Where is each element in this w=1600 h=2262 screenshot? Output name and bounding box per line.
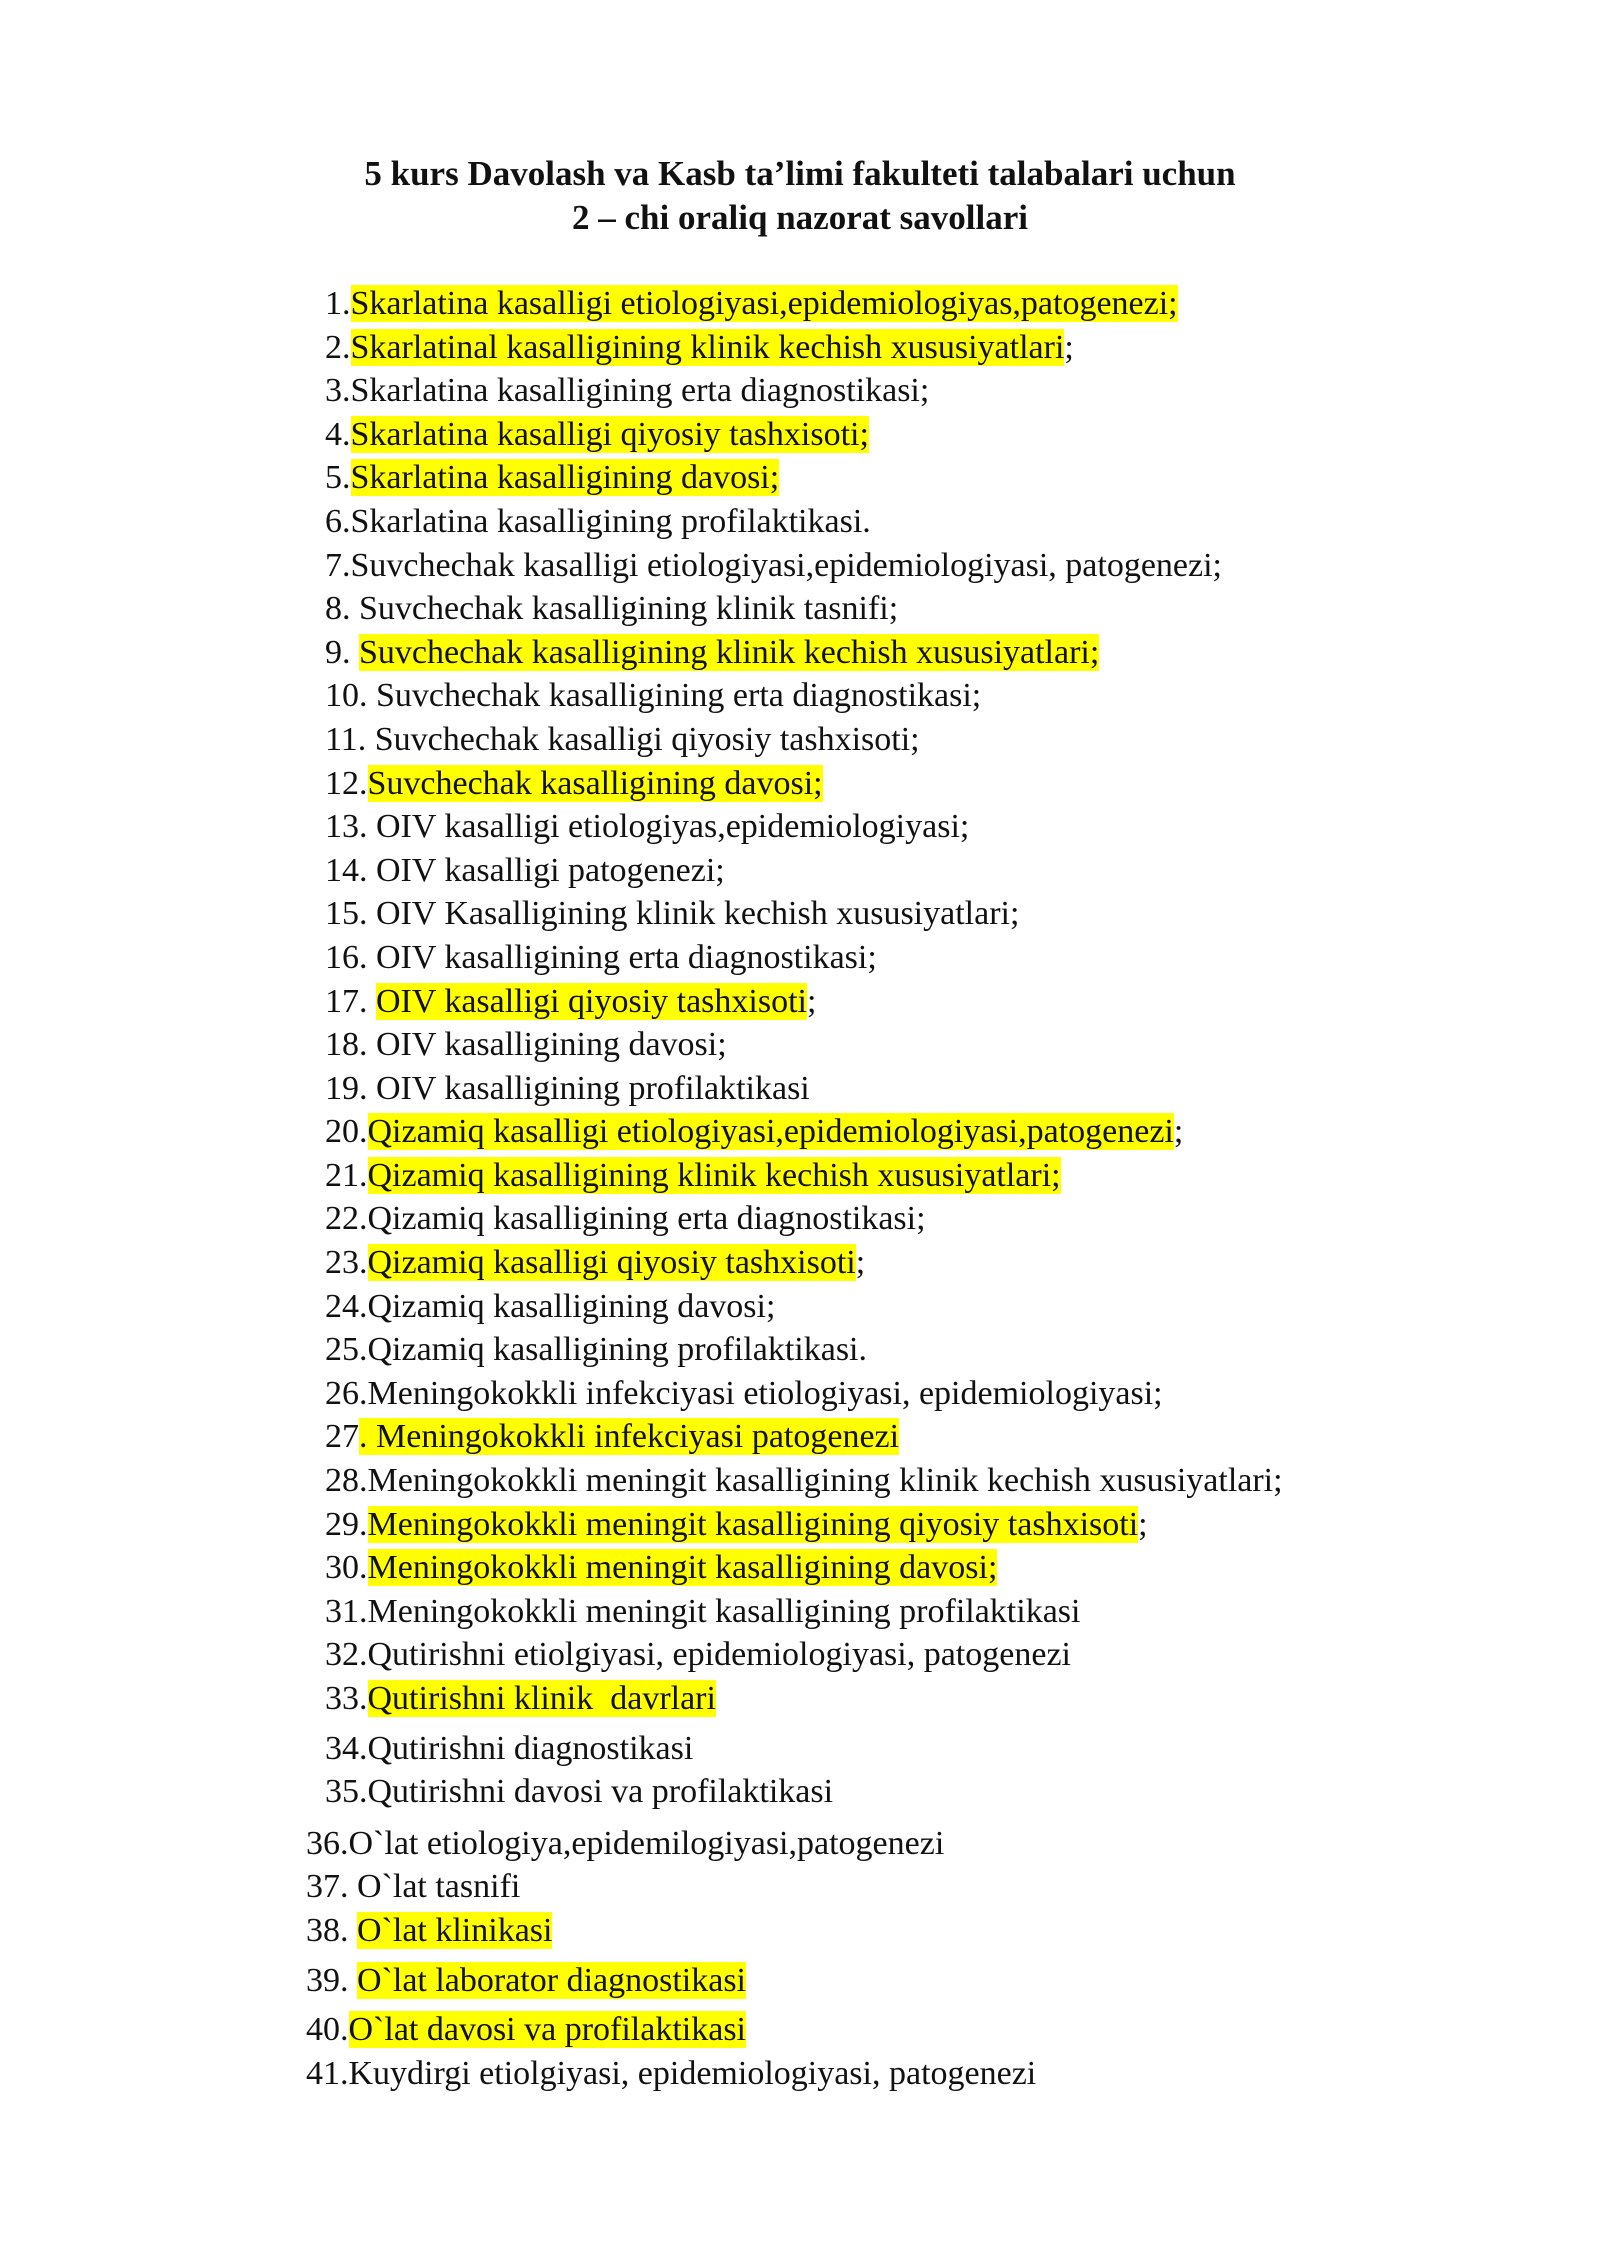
question-text: OIV kasalligining profilaktikasi: [367, 1069, 810, 1107]
question-text: OIV kasalligining erta diagnostikasi;: [367, 938, 877, 976]
question-item: [0, 1727, 1600, 1771]
question-text: OIV kasalligi patogenezi;: [367, 851, 725, 889]
question-text: Suvchechak kasalligining klinik tasnifi;: [350, 590, 899, 628]
question-number: 8.: [325, 590, 351, 628]
question-number: 13.: [325, 808, 368, 846]
question-item: [0, 544, 1600, 588]
question-text-highlighted: . Meningokokkli infekciyasi patogenezi: [359, 1418, 900, 1456]
question-number: 29.: [325, 1505, 368, 1543]
question-item: [0, 1110, 1600, 1154]
question-text: O`lat etiologiya,epidemilogiyasi,patogenezi: [348, 1824, 945, 1862]
question-number: 10.: [325, 677, 368, 715]
question-item: [0, 1633, 1600, 1677]
title-line-1: 5 kurs Davolash va Kasb ta’limi fakulteti talabalari uchun: [364, 154, 1236, 193]
question-item: [0, 674, 1600, 718]
question-item: [0, 1770, 1600, 1814]
question-item: [0, 369, 1600, 413]
question-text: Kuydirgi etiolgiyasi, epidemiologiyasi, patogenezi: [348, 2054, 1037, 2092]
question-item: [0, 1503, 1600, 1547]
question-number: 25.: [325, 1331, 368, 1369]
question-number: 16.: [325, 938, 368, 976]
question-text: OIV Kasalligining klinik kechish xususiyatlari;: [367, 895, 1020, 933]
question-text: O`lat tasnifi: [348, 1868, 521, 1906]
question-number: 40.: [306, 2011, 349, 2049]
question-list: [0, 282, 1600, 2095]
question-number: 32.: [325, 1636, 368, 1674]
question-item: [0, 326, 1600, 370]
question-text: [349, 1962, 358, 1999]
question-item: [0, 1241, 1600, 1285]
question-text: Skarlatina kasalligining profilaktikasi.: [350, 502, 871, 540]
question-item: [0, 587, 1600, 631]
question-item: [0, 1372, 1600, 1416]
question-text-suffix: ;: [855, 1244, 866, 1282]
question-number: 38.: [306, 1911, 349, 1949]
question-number: 34.: [325, 1729, 368, 1767]
question-number: 11.: [325, 720, 367, 758]
question-number: 3.: [325, 372, 351, 410]
question-text: Meningokokkli meningit kasalligining profilaktikasi: [367, 1592, 1081, 1630]
question-item: [0, 456, 1600, 500]
question-item: [0, 718, 1600, 762]
question-number: 19.: [325, 1069, 368, 1107]
question-item: [0, 631, 1600, 675]
question-number: 22.: [325, 1200, 368, 1238]
question-number: 14.: [325, 851, 368, 889]
question-item: [0, 1415, 1600, 1459]
question-text-suffix: ;: [806, 982, 817, 1020]
question-text: Qizamiq kasalligining erta diagnostikasi;: [367, 1200, 926, 1238]
question-number: 39.: [306, 1961, 349, 1999]
question-text: Suvchechak kasalligi etiologiyasi,epidemiologiyasi, patogenezi;: [350, 546, 1222, 584]
question-item: [0, 282, 1600, 326]
question-item: [0, 1459, 1600, 1503]
question-text: Suvchechak kasalligining erta diagnostikasi;: [367, 677, 982, 715]
question-item: [0, 2008, 1600, 2052]
question-number: 37.: [306, 1868, 349, 1906]
question-number: 5.: [325, 459, 351, 497]
question-text-suffix: ;: [1173, 1113, 1184, 1151]
question-number: 4.: [325, 415, 351, 453]
question-text: Qizamiq kasalligining profilaktikasi.: [367, 1331, 868, 1369]
question-number: 17.: [325, 982, 368, 1020]
question-text-highlighted: Suvchechak kasalligining klinik kechish xususiyatlari;: [359, 633, 1100, 671]
question-text-highlighted: Skarlatina kasalligining davosi;: [350, 459, 780, 497]
question-item: [0, 1822, 1600, 1866]
question-item: [0, 1328, 1600, 1372]
question-number: 41.: [306, 2054, 349, 2092]
question-text: Qutirishni diagnostikasi: [367, 1729, 694, 1767]
question-item: [0, 1067, 1600, 1111]
question-item: [0, 1677, 1600, 1721]
question-text: Meningokokkli meningit kasalligining klinik kechish xususiyatlari;: [367, 1462, 1283, 1500]
question-number: 28.: [325, 1462, 368, 1500]
question-item: [0, 762, 1600, 806]
question-number: 12.: [325, 764, 368, 802]
question-item: [0, 413, 1600, 457]
question-text-highlighted: Suvchechak kasalligining davosi;: [367, 764, 823, 802]
question-number: 7.: [325, 546, 351, 584]
question-text: Skarlatina kasalligining erta diagnostikasi;: [350, 372, 930, 410]
question-text: Qutirishni etiolgiyasi, epidemiologiyasi, patogenezi: [367, 1636, 1071, 1674]
question-number: 15.: [325, 895, 368, 933]
question-item: [0, 1909, 1600, 1953]
question-text: Meningokokkli infekciyasi etiologiyasi, epidemiologiyasi;: [367, 1374, 1163, 1412]
question-item: [0, 805, 1600, 849]
question-item: [0, 1285, 1600, 1329]
question-text: Qizamiq kasalligining davosi;: [367, 1287, 776, 1325]
question-item: [0, 980, 1600, 1024]
question-item: [0, 849, 1600, 893]
question-text-highlighted: Skarlatinal kasalligining klinik kechish xususiyatlari: [350, 328, 1065, 366]
question-number: 1.: [325, 285, 351, 322]
question-text-highlighted: Skarlatina kasalligi etiologiyasi,epidemiologiyas,patogenezi;: [350, 285, 1178, 322]
question-item: [0, 1590, 1600, 1634]
question-number: 20.: [325, 1113, 368, 1151]
question-text-highlighted: O`lat laborator diagnostikasi: [357, 1961, 747, 1999]
question-text-highlighted: Skarlatina kasalligi qiyosiy tashxisoti;: [350, 415, 869, 453]
question-number: 36.: [306, 1824, 349, 1862]
question-text-suffix: ;: [1064, 328, 1074, 366]
question-number: 33.: [325, 1680, 368, 1717]
question-number: 27: [325, 1418, 359, 1456]
question-text-highlighted: Qizamiq kasalligining klinik kechish xususiyatlari;: [367, 1156, 1061, 1194]
question-text-highlighted: Qizamiq kasalligi etiologiyasi,epidemiologiyasi,patogenezi: [367, 1113, 1174, 1151]
question-item: [0, 936, 1600, 980]
question-item: [0, 892, 1600, 936]
question-text: Suvchechak kasalligi qiyosiy tashxisoti;: [366, 720, 920, 758]
question-item: [0, 1865, 1600, 1909]
question-text: [349, 1912, 358, 1949]
question-number: 24.: [325, 1287, 368, 1325]
question-text-highlighted: O`lat klinikasi: [357, 1911, 553, 1949]
question-text: [368, 983, 377, 1020]
question-text-highlighted: OIV kasalligi qiyosiy tashxisoti: [376, 982, 807, 1020]
question-number: 30.: [325, 1549, 368, 1587]
question-text: Qutirishni davosi va profilaktikasi: [367, 1773, 834, 1811]
question-text-highlighted: O`lat davosi va profilaktikasi: [348, 2011, 747, 2049]
question-text-suffix: ;: [1138, 1505, 1148, 1543]
question-number: 23.: [325, 1244, 368, 1282]
question-number: 21.: [325, 1156, 368, 1194]
document-title: [0, 152, 1600, 240]
question-item: [0, 1546, 1600, 1590]
question-number: 35.: [325, 1773, 368, 1811]
question-item: [0, 1154, 1600, 1198]
question-number: 18.: [325, 1026, 368, 1064]
title-line-2: 2 – chi oraliq nazorat savollari: [572, 198, 1028, 237]
question-number: 2.: [325, 328, 351, 366]
question-number: 9.: [325, 633, 351, 671]
question-item: [0, 1023, 1600, 1067]
question-text-highlighted: Qizamiq kasalligi qiyosiy tashxisoti: [367, 1244, 856, 1282]
question-text: OIV kasalligi etiologiyas,epidemiologiyasi;: [367, 808, 970, 846]
question-item: [0, 1197, 1600, 1241]
question-number: 26.: [325, 1374, 368, 1412]
question-text: OIV kasalligining davosi;: [367, 1026, 727, 1064]
question-number: 6.: [325, 502, 351, 540]
question-text-highlighted: Meningokokkli meningit kasalligining davosi;: [367, 1549, 998, 1587]
question-number: 31.: [325, 1592, 368, 1630]
question-item: [0, 2052, 1600, 2096]
question-item: [0, 500, 1600, 544]
question-text-highlighted: Meningokokkli meningit kasalligining qiyosiy tashxisoti: [367, 1505, 1139, 1543]
question-item: [0, 1959, 1600, 2003]
question-text-highlighted: Qutirishni klinik davrlari: [367, 1680, 716, 1717]
question-text: [351, 634, 360, 671]
